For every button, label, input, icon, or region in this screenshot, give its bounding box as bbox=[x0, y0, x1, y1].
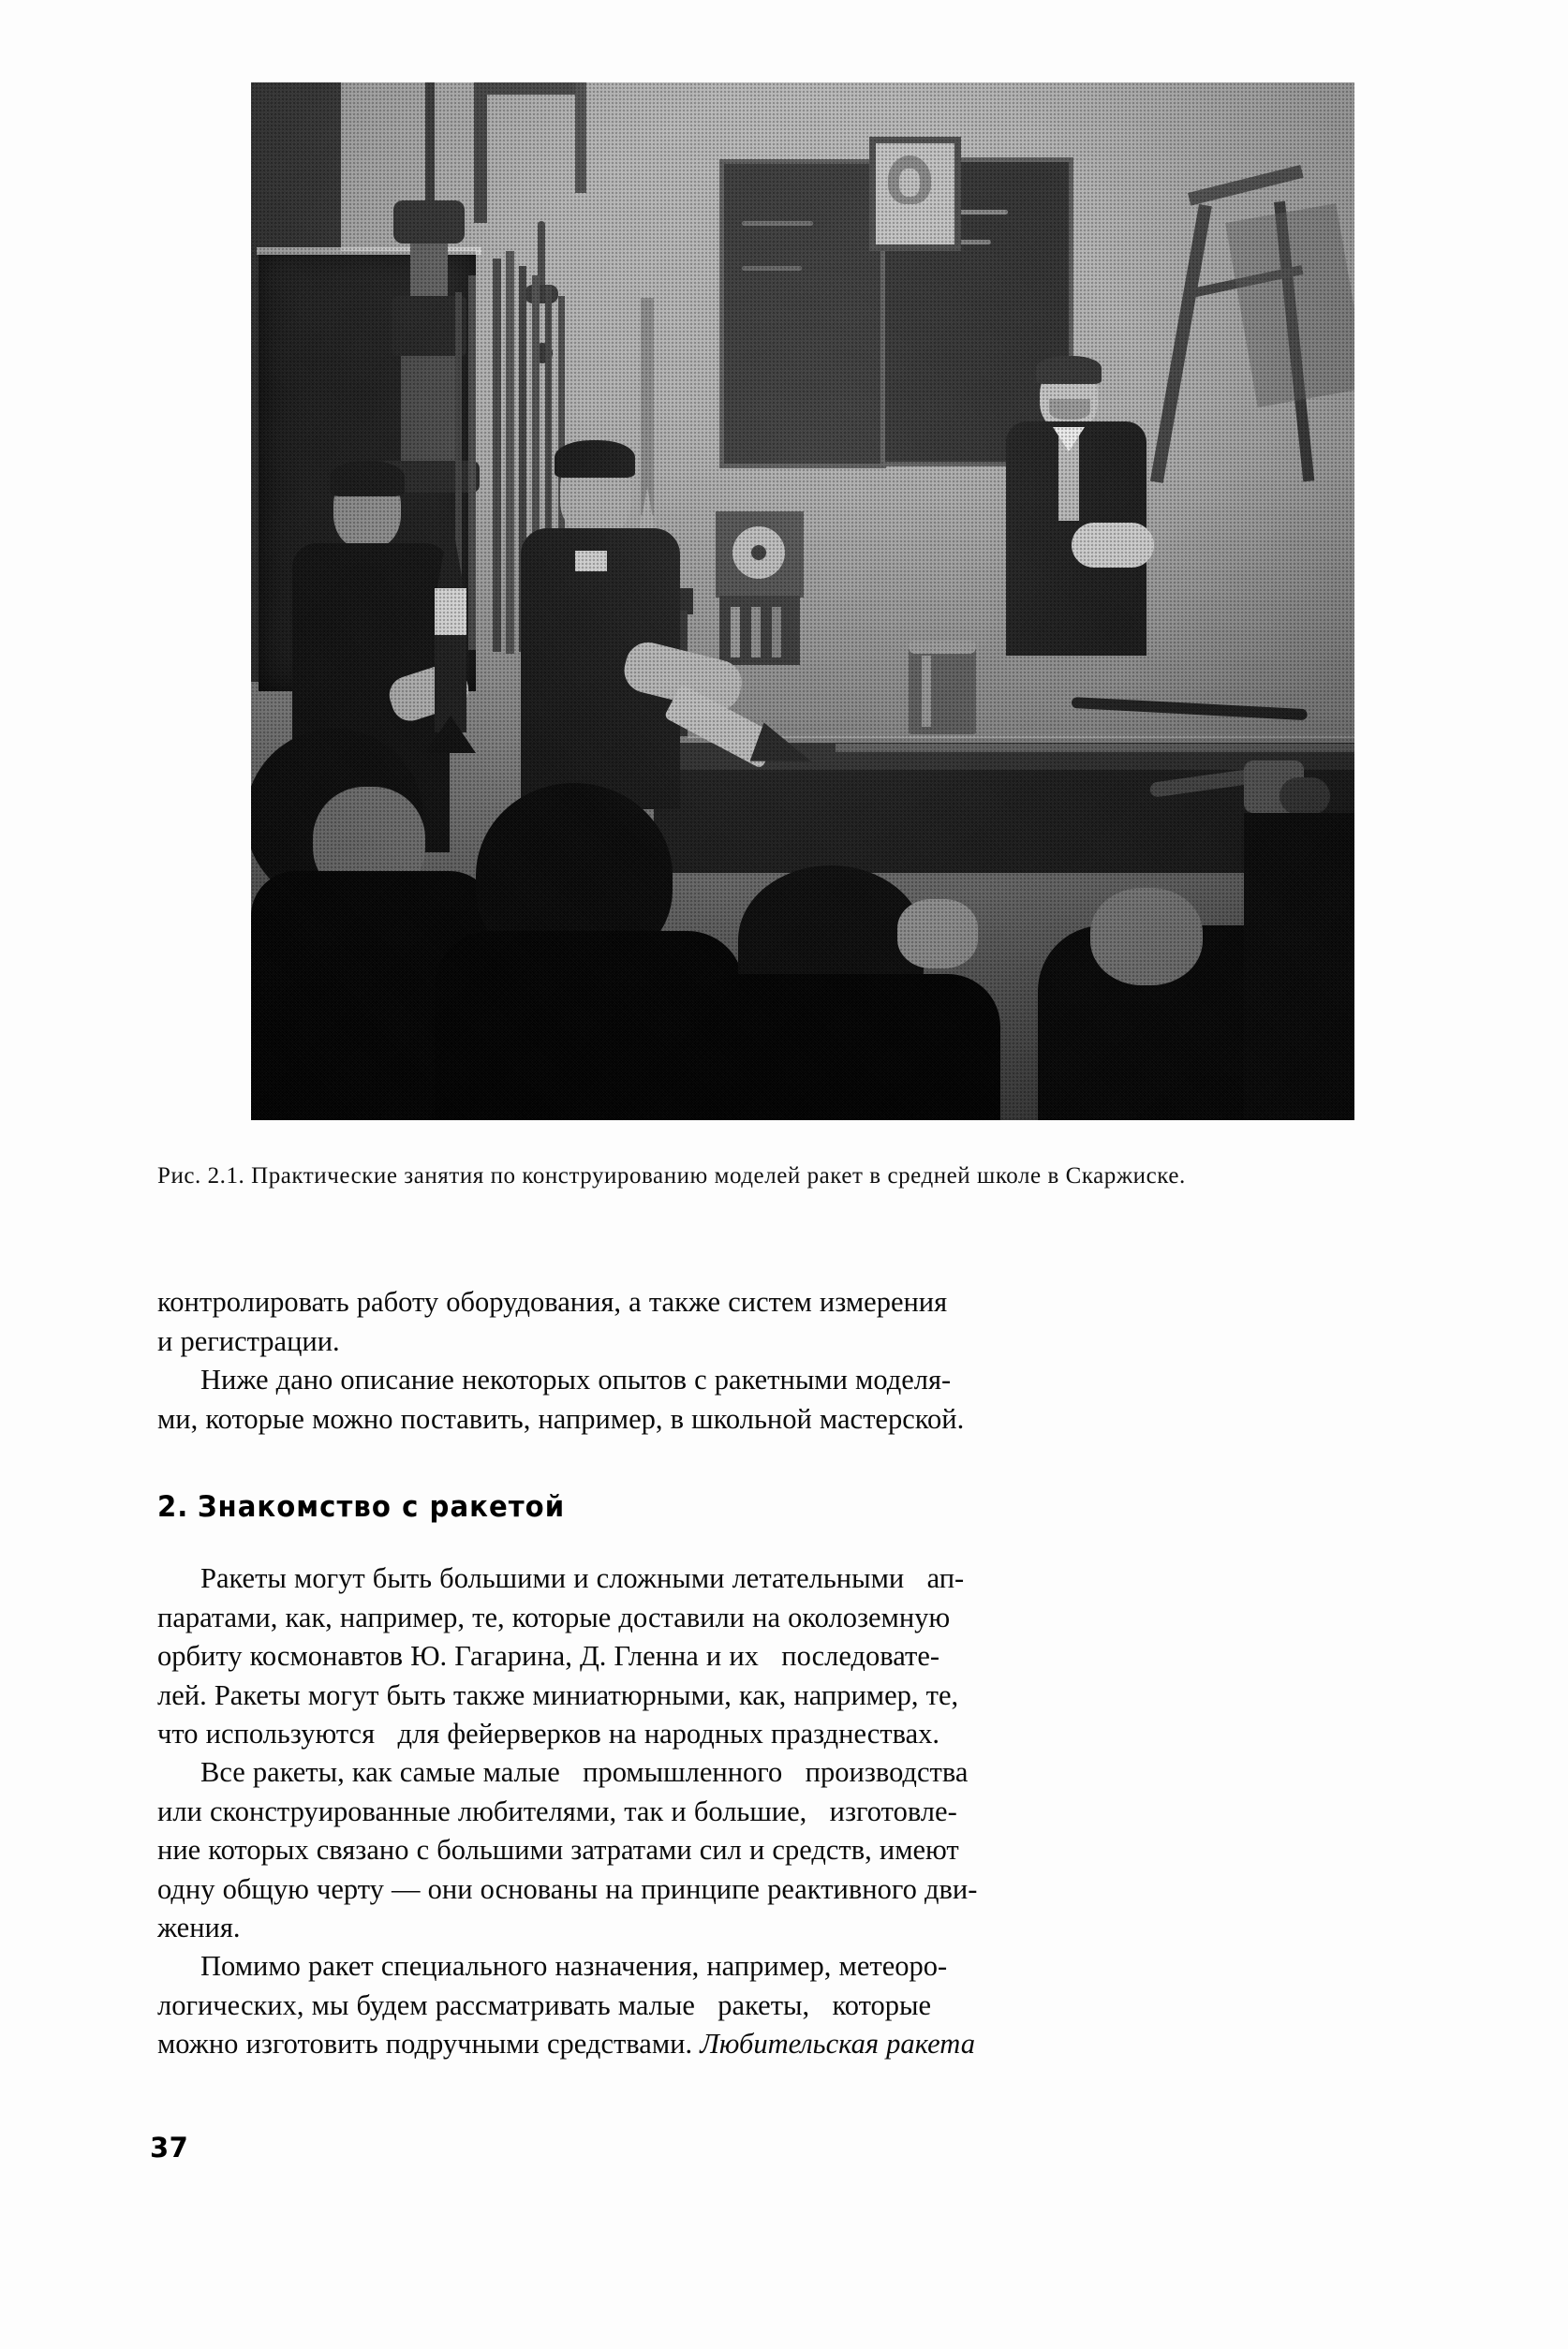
paragraph-4 bbox=[157, 1753, 1426, 1948]
figure-caption bbox=[157, 1160, 1427, 1192]
section-heading bbox=[157, 1490, 565, 1524]
text-line: Все ракеты, как самые малые промышленного производства bbox=[200, 1756, 969, 1788]
text-line: лей. Ракеты могут быть также миниатюрными, как, например, те, bbox=[157, 1678, 959, 1711]
text-line: логических, мы будем рассматривать малые ракеты, которые bbox=[157, 1988, 932, 2021]
caption-line-2: школе в Скаржиске. bbox=[977, 1163, 1186, 1189]
text-line: жения. bbox=[157, 1912, 241, 1943]
text-line: и регистрации. bbox=[157, 1324, 340, 1357]
paragraph-3 bbox=[157, 1559, 1426, 1754]
text-line: ми, которые можно поставить, например, в школьной мастерской. bbox=[157, 1402, 965, 1435]
text-line: контролировать работу оборудования, а также систем измерения bbox=[157, 1286, 948, 1318]
text-line-with-italic bbox=[157, 2025, 1426, 2064]
text-line: одну общую черту — они основаны на принципе реактивного дви- bbox=[157, 1872, 978, 1905]
section-number: 2. bbox=[157, 1489, 189, 1524]
figure-2-1 bbox=[251, 82, 1354, 1120]
text-line: ние которых связано с большими затратами сил и средств, имеют bbox=[157, 1834, 959, 1866]
section-title: Знакомство с ракетой bbox=[197, 1489, 566, 1524]
page-number: 37 bbox=[150, 2132, 189, 2164]
photograph-rocket-modelling-class bbox=[251, 82, 1354, 1120]
text-line: Ниже дано описание некоторых опытов с ракетными моделя- bbox=[200, 1364, 952, 1396]
paragraph-2 bbox=[157, 1361, 1426, 1439]
text-line: или сконструированные любителями, так и большие, изготовле- bbox=[157, 1795, 957, 1827]
text-italic-term: Любительская ракета bbox=[700, 2028, 975, 2060]
text-line: что используются для фейерверков на народных празднествах. bbox=[157, 1718, 940, 1750]
paragraph-1 bbox=[157, 1283, 1426, 1361]
text-line: Помимо ракет специального назначения, например, метеоро- bbox=[200, 1950, 948, 1982]
text-line: орбиту космонавтов Ю. Гагарина, Д. Гленна и их последовате- bbox=[157, 1640, 940, 1672]
caption-line-1: Рис. 2.1. Практические занятия по конструированию моделей ракет в средней bbox=[157, 1163, 971, 1189]
text-line: паратами, как, например, те, которые доставили на околоземную bbox=[157, 1601, 951, 1633]
text-line: Ракеты могут быть большими и сложными летательными ап- bbox=[200, 1562, 965, 1594]
text-plain: можно изготовить подручными средствами. bbox=[157, 2028, 693, 2060]
paragraph-5 bbox=[157, 1947, 1426, 2064]
